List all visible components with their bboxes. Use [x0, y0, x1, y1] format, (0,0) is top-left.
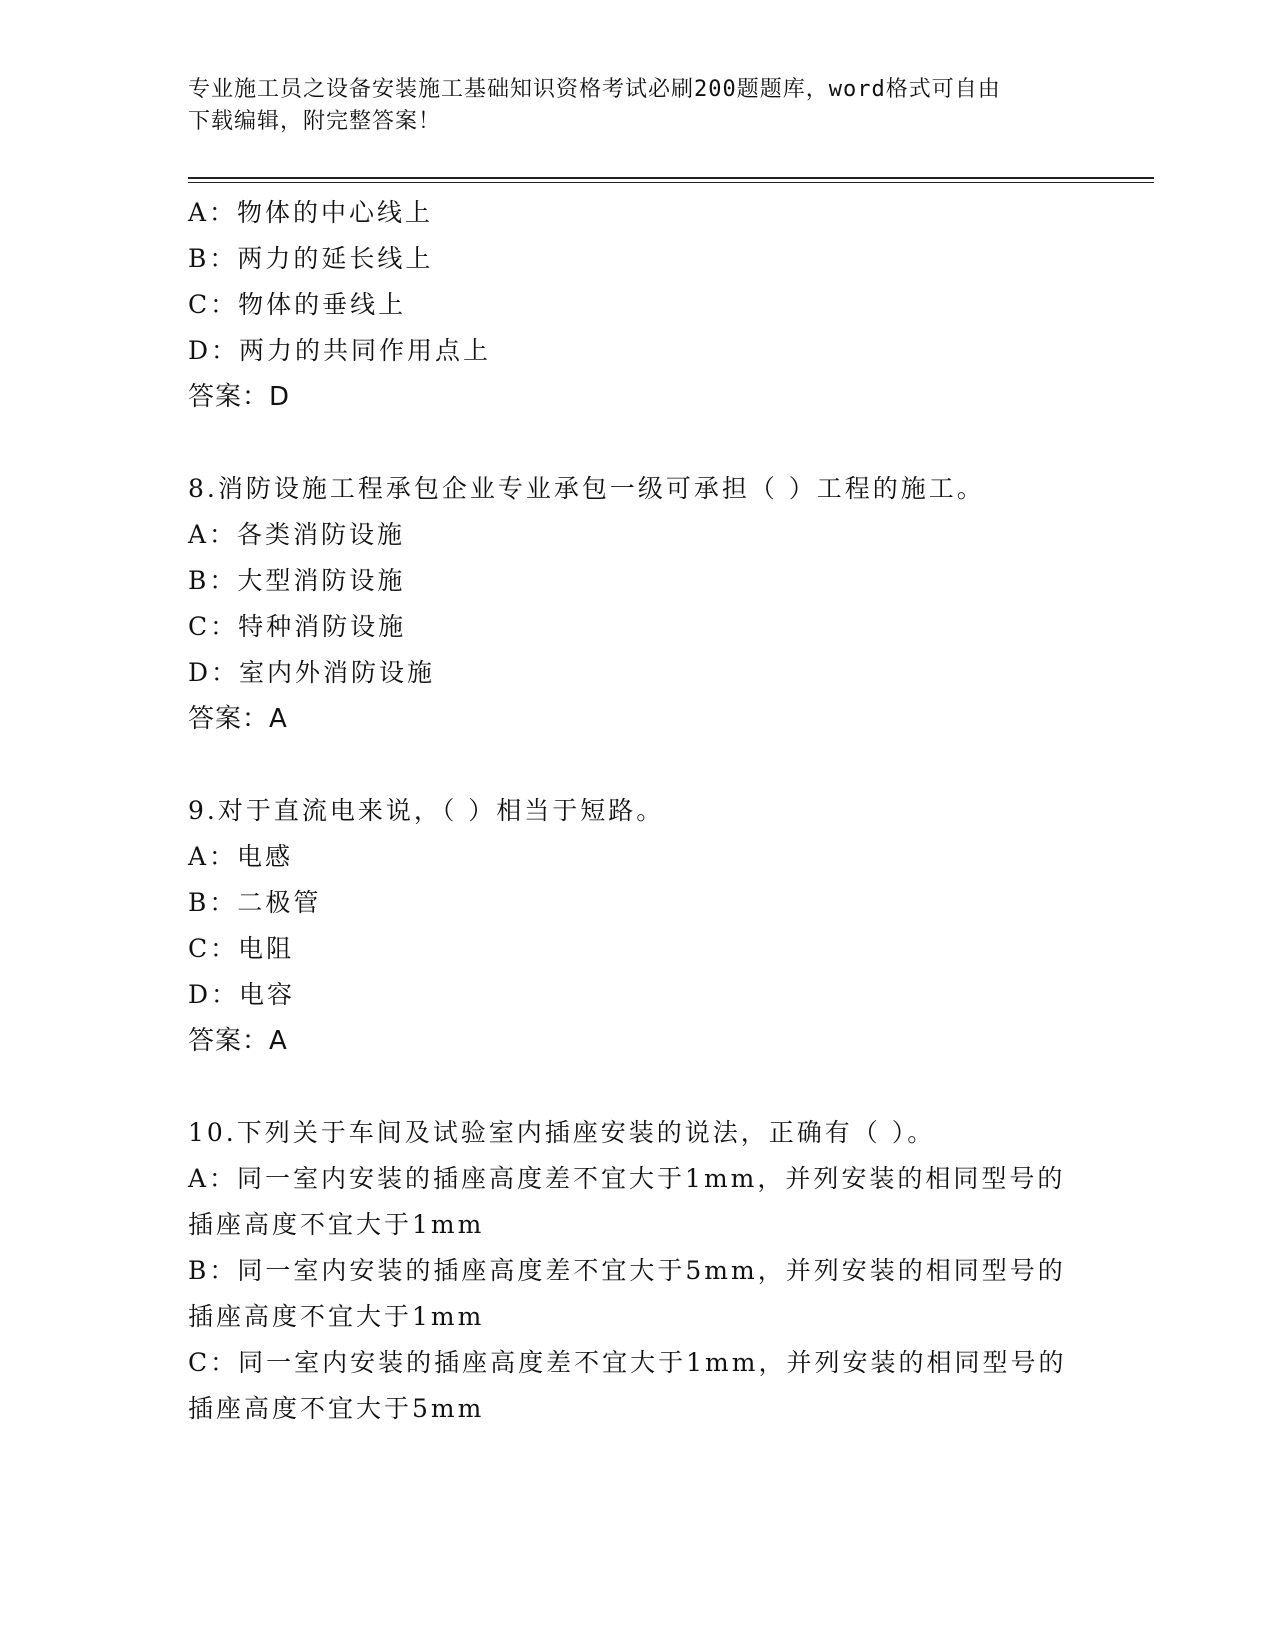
- option-b: B：大型消防设施: [188, 566, 406, 595]
- spacer: [188, 1064, 1088, 1110]
- option-a: A：物体的中心线上: [188, 198, 434, 227]
- option-b: B：两力的延长线上: [188, 244, 434, 273]
- question-block: [188, 190, 1088, 420]
- option-a-continued: 插座高度不宜大于1mm: [188, 1210, 485, 1239]
- option-d: D：电容: [188, 980, 296, 1009]
- answer: 答案：A: [188, 1026, 288, 1056]
- option-a: A：各类消防设施: [188, 520, 406, 549]
- option-c: C：特种消防设施: [188, 612, 407, 641]
- option-d: D：室内外消防设施: [188, 658, 436, 687]
- question-text: 8.消防设施工程承包企业专业承包一级可承担（ ）工程的施工。: [188, 474, 985, 503]
- option-a: A：电感: [188, 842, 294, 871]
- question-text: 9.对于直流电来说，（ ）相当于短路。: [188, 796, 665, 825]
- option-b: B：二极管: [188, 888, 322, 917]
- option-c-continued: 插座高度不宜大于5mm: [188, 1394, 485, 1423]
- option-c: C：物体的垂线上: [188, 290, 407, 319]
- spacer: [188, 742, 1088, 788]
- option-c: C：电阻: [188, 934, 295, 963]
- option-b: B：同一室内安装的插座高度差不宜大于5mm，并列安装的相同型号的: [188, 1256, 1066, 1285]
- header-line: 下载编辑，附完整答案！: [188, 109, 442, 134]
- option-a: A：同一室内安装的插座高度差不宜大于1mm，并列安装的相同型号的: [188, 1164, 1066, 1193]
- question-block: [188, 788, 1088, 1064]
- header-line: 专业施工员之设备安装施工基础知识资格考试必刷200题题库，word格式可自由: [188, 77, 1001, 102]
- header-divider: [188, 177, 1154, 183]
- document-header: [188, 74, 1088, 138]
- spacer: [188, 420, 1088, 466]
- question-block: [188, 466, 1088, 742]
- question-block: [188, 1110, 1088, 1432]
- option-c: C：同一室内安装的插座高度差不宜大于1mm，并列安装的相同型号的: [188, 1348, 1067, 1377]
- answer: 答案：A: [188, 704, 288, 734]
- option-b-continued: 插座高度不宜大于1mm: [188, 1302, 485, 1331]
- answer: 答案：D: [188, 382, 291, 412]
- question-list: [188, 190, 1088, 1432]
- option-d: D：两力的共同作用点上: [188, 336, 492, 365]
- question-text: 10.下列关于车间及试验室内插座安装的说法，正确有（ ）。: [188, 1118, 936, 1147]
